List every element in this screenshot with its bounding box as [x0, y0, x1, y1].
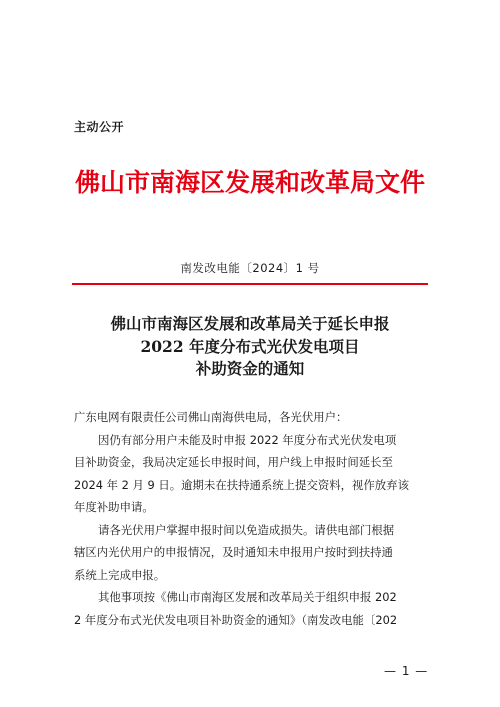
- disclosure-label: 主动公开: [74, 120, 125, 134]
- notice-body: [74, 406, 434, 631]
- salutation: 广东电网有限责任公司佛山南海供电局，各光伏用户：: [74, 410, 348, 424]
- document-number: 南发改电能〔2024〕1 号: [180, 261, 320, 275]
- paragraph-1-line-3: 2024 年 2 月 9 日。逾期未在扶持通系统上提交资料，视作放弃该: [74, 477, 409, 492]
- page-number: — 1 —: [384, 664, 429, 678]
- title-line-2: 2022 年度分布式光伏发电项目: [140, 336, 360, 356]
- paragraph-1-line-1: 因仍有部分用户未能及时申报 2022 年度分布式光伏发电项: [98, 432, 397, 447]
- paragraph-2-line-3: 系统上完成申报。: [74, 567, 166, 582]
- masthead-title: 佛山市南海区发展和改革局文件: [74, 168, 425, 197]
- paragraph-1-line-2: 目补助资金，我局决定延长申报时间，用户线上申报时间延长至: [74, 455, 393, 469]
- title-line-3: 补助资金的通知: [195, 359, 305, 378]
- notice-title: [0, 313, 500, 381]
- paragraph-1-line-4: 年度补助申请。: [74, 500, 154, 514]
- red-divider-line: [72, 283, 428, 285]
- paragraph-2-line-1: 请各光伏用户掌握申报时间以免造成损失。请供电部门根据: [98, 522, 395, 537]
- paragraph-3-line-1: 其他事项按《佛山市南海区发展和改革局关于组织申报 202: [98, 590, 397, 604]
- title-line-1: 佛山市南海区发展和改革局关于延长申报: [110, 314, 390, 333]
- paragraph-3-line-2: 2 年度分布式光伏发电项目补助资金的通知》（南发改电能〔202: [74, 612, 398, 627]
- paragraph-2-line-2: 辖区内光伏用户的申报情况，及时通知未申报用户按时到扶持通: [74, 545, 393, 559]
